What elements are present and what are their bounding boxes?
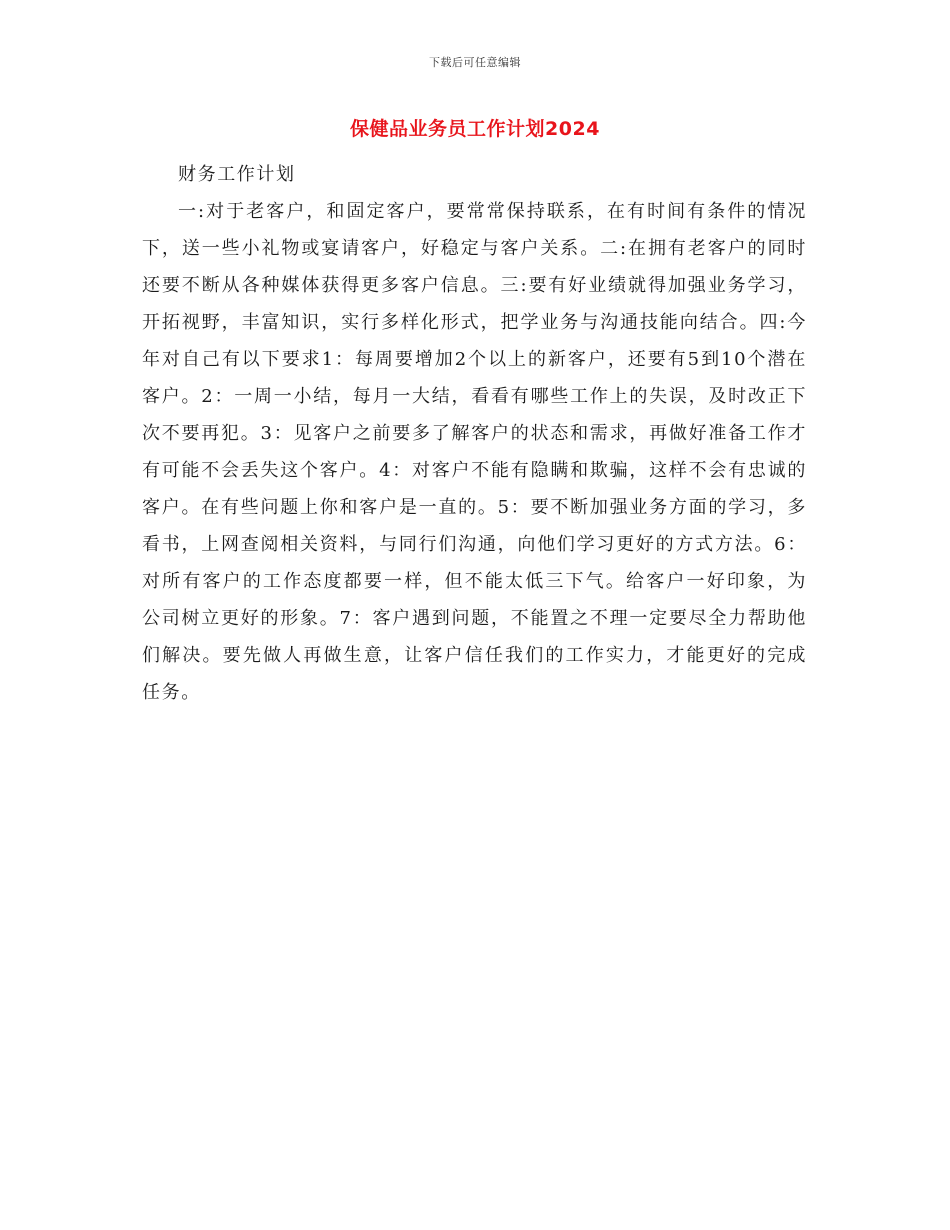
body-paragraph: 一:对于老客户，和固定客户，要常常保持联系，在有时间有条件的情况下，送一些小礼物或宴请客户，好稳定与客户关系。二:在拥有老客户的同时还要不断从各种媒体获得更多客户信息。三:要有好业绩就得加强业务学习，开拓视野，丰富知识，实行多样化形式，把学业务与沟通技能向结合。四:今年对自己有以下要求1：每周要增加2个以上的新客户，还要有5到10个潜在客户。2：一周一小结，每月一大结，看看有哪些工作上的失误，及时改正下次不要再犯。3：见客户之前要多了解客户的状态和需求，再做好准备工作才有可能不会丢失这个客户。4：对客户不能有隐瞒和欺骗，这样不会有忠诚的客户。在有些问题上你和客户是一直的。5：要不断加强业务方面的学习，多看书，上网查阅相关资料，与同行们沟通，向他们学习更好的方式方法。6：对所有客户的工作态度都要一样，但不能太低三下气。给客户一好印象，为公司树立更好的形象。7：客户遇到问题，不能置之不理一定要尽全力帮助他们解决。要先做人再做生意，让客户信任我们的工作实力，才能更好的完成任务。 xyxy=(142,201,807,703)
header-note: 下载后可任意编辑 xyxy=(429,56,521,69)
document-title: 保健品业务员工作计划2024 xyxy=(350,118,600,140)
section-heading: 财务工作计划 xyxy=(178,164,296,185)
document-body xyxy=(142,156,807,711)
